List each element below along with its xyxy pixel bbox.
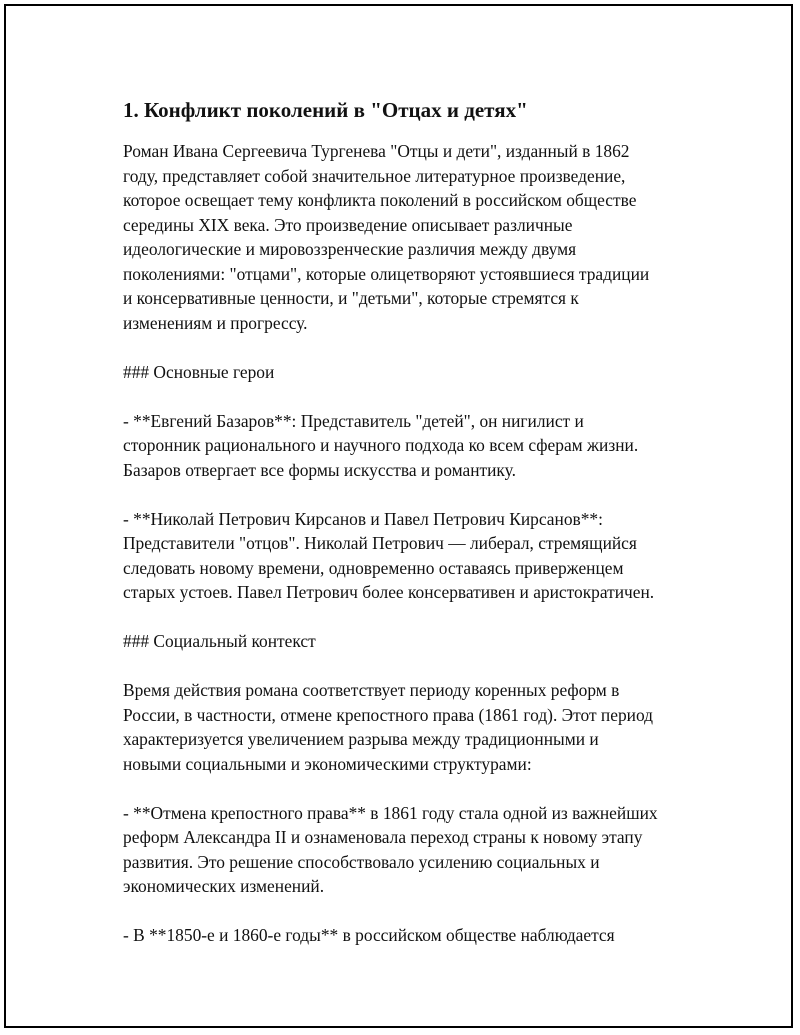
paragraph (123, 139, 703, 335)
text-line: ### Основные герои (123, 361, 275, 382)
text-line: изменениям и прогрессу. (123, 312, 308, 333)
text-line: реформ Александра II и ознаменовала переход страны к новому этапу (123, 827, 643, 847)
text-line: - **Отмена крепостного права** в 1861 году стала одной из важнейших (123, 802, 658, 823)
text-line: Роман Ивана Сергеевича Тургенева "Отцы и дети", изданный в 1862 (123, 141, 630, 161)
paragraph (123, 923, 703, 948)
paragraph (123, 629, 703, 654)
text-line: Время действия романа соответствует периоду коренных реформ в (123, 680, 620, 700)
paragraph (123, 678, 703, 776)
document-page (4, 4, 793, 1028)
text-line: старых устоев. Павел Петрович более консервативен и аристократичен. (123, 582, 655, 602)
text-line: России, в частности, отмене крепостного права (1861 год). Этот период (123, 704, 653, 725)
text-line: ### Социальный контекст (123, 631, 316, 651)
text-line: следовать новому времени, одновременно оставаясь приверженцем (123, 557, 624, 578)
text-line: - **Николай Петрович Кирсанов и Павел Петрович Кирсанов**: (123, 508, 603, 529)
text-line: Базаров отвергает все формы искусства и романтику. (123, 459, 516, 480)
text-line: Представители "отцов". Николай Петрович — либерал, стремящийся (123, 533, 637, 553)
paragraphs (123, 139, 703, 948)
text-line: идеологические и мировоззренческие различия между двумя (123, 239, 577, 259)
document-content (123, 98, 703, 972)
text-line: сторонник рационального и научного подхода ко всем сферам жизни. (123, 435, 639, 455)
paragraph (123, 801, 703, 899)
document-title: 1. Конфликт поколений в "Отцах и детях" (123, 98, 528, 122)
text-line: середины XIX века. Это произведение описывает различные (123, 214, 573, 235)
text-line: характеризуется увеличением разрыва между традиционными и (123, 729, 599, 749)
text-line: поколениями: "отцами", которые олицетворяют устоявшиеся традиции (123, 263, 650, 284)
paragraph (123, 409, 703, 483)
text-line: году, представляет собой значительное литературное произведение, (123, 165, 626, 186)
text-line: которое освещает тему конфликта поколений в российском обществе (123, 190, 637, 210)
text-line: экономических изменений. (123, 876, 325, 896)
text-line: новыми социальными и экономическими структурами: (123, 753, 532, 774)
paragraph (123, 507, 703, 605)
text-line: развития. Это решение способствовало усилению социальных и (123, 851, 600, 872)
text-line: - В **1850-е и 1860-е годы** в российском обществе наблюдается (123, 925, 615, 945)
text-line: - **Евгений Базаров**: Представитель "детей", он нигилист и (123, 410, 584, 431)
text-line: и консервативные ценности, и "детьми", которые стремятся к (123, 288, 579, 308)
paragraph (123, 360, 703, 385)
